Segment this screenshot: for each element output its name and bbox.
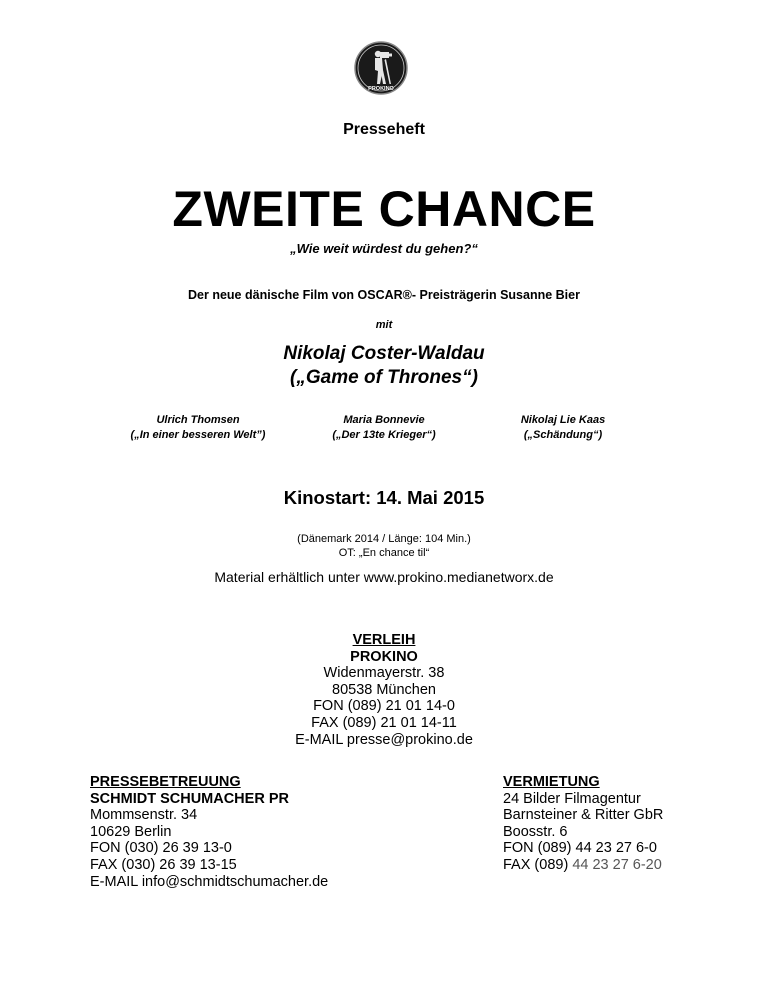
rental-heading: VERMIETUNG <box>503 774 600 790</box>
rental-fax-number: 44 23 27 6-20 <box>572 856 662 873</box>
rental-fax <box>503 857 663 874</box>
film-details <box>0 532 768 560</box>
rental-fax-label: FAX (089) <box>503 856 569 873</box>
press-block <box>90 774 328 890</box>
mit-label: mit <box>375 319 393 331</box>
lead-actor-credit: („Game of Thrones“) <box>290 367 478 388</box>
rental-company: 24 Bilder Filmagentur <box>503 790 641 807</box>
lead-actor-name: Nikolaj Coster-Waldau <box>283 343 485 364</box>
verleih-heading: VERLEIH <box>352 632 416 648</box>
verleih-city: 80538 München <box>332 681 436 698</box>
cast-member <box>443 413 683 443</box>
original-title: OT: „En chance til“ <box>338 547 430 559</box>
cast-name: Maria Bonnevie <box>343 414 425 426</box>
logo-text: PROKINO <box>368 86 394 92</box>
camera-operator-icon <box>353 40 409 96</box>
film-title: ZWEITE CHANCE <box>172 181 596 237</box>
press-city: 10629 Berlin <box>90 823 172 840</box>
press-fax: FAX (030) 26 39 13-15 <box>90 856 237 873</box>
cast-name: Ulrich Thomsen <box>156 414 240 426</box>
press-phone: FON (030) 26 39 13-0 <box>90 840 232 857</box>
material-line: Material erhältlich unter www.prokino.medianetworx.de <box>214 569 554 585</box>
rental-company-2: Barnsteiner & Ritter GbR <box>503 807 664 824</box>
director-line: Der neue dänische Film von OSCAR®- Preisträgerin Susanne Bier <box>188 288 580 302</box>
details-line: (Dänemark 2014 / Länge: 104 Min.) <box>297 533 471 545</box>
verleih-email: E-MAIL presse@prokino.de <box>295 731 473 748</box>
verleih-company: PROKINO <box>350 648 418 665</box>
release-date: Kinostart: 14. Mai 2015 <box>283 487 485 508</box>
verleih-block <box>0 632 768 748</box>
prokino-logo <box>353 40 409 96</box>
cast-credit: („Schändung“) <box>523 429 603 441</box>
cast-name: Nikolaj Lie Kaas <box>520 414 606 426</box>
document-type: Presseheft <box>343 121 425 138</box>
cast-credit: („In einer besseren Welt”) <box>130 429 266 441</box>
press-email: E-MAIL info@schmidtschumacher.de <box>90 873 329 890</box>
rental-phone: FON (089) 44 23 27 6-0 <box>503 840 657 857</box>
verleih-fax: FAX (089) 21 01 14-11 <box>311 714 457 731</box>
press-company: SCHMIDT SCHUMACHER PR <box>90 790 289 807</box>
cast-credit: („Der 13te Krieger“) <box>332 429 436 441</box>
tagline: „Wie weit würdest du gehen?“ <box>290 241 478 256</box>
press-street: Mommsenstr. 34 <box>90 807 198 824</box>
lead-actor <box>0 342 768 390</box>
verleih-street: Widenmayerstr. 38 <box>323 665 445 682</box>
rental-street: Boosstr. 6 <box>503 823 568 840</box>
rental-block <box>503 774 663 874</box>
verleih-phone: FON (089) 21 01 14-0 <box>313 698 455 715</box>
press-heading: PRESSEBETREUUNG <box>90 774 241 790</box>
